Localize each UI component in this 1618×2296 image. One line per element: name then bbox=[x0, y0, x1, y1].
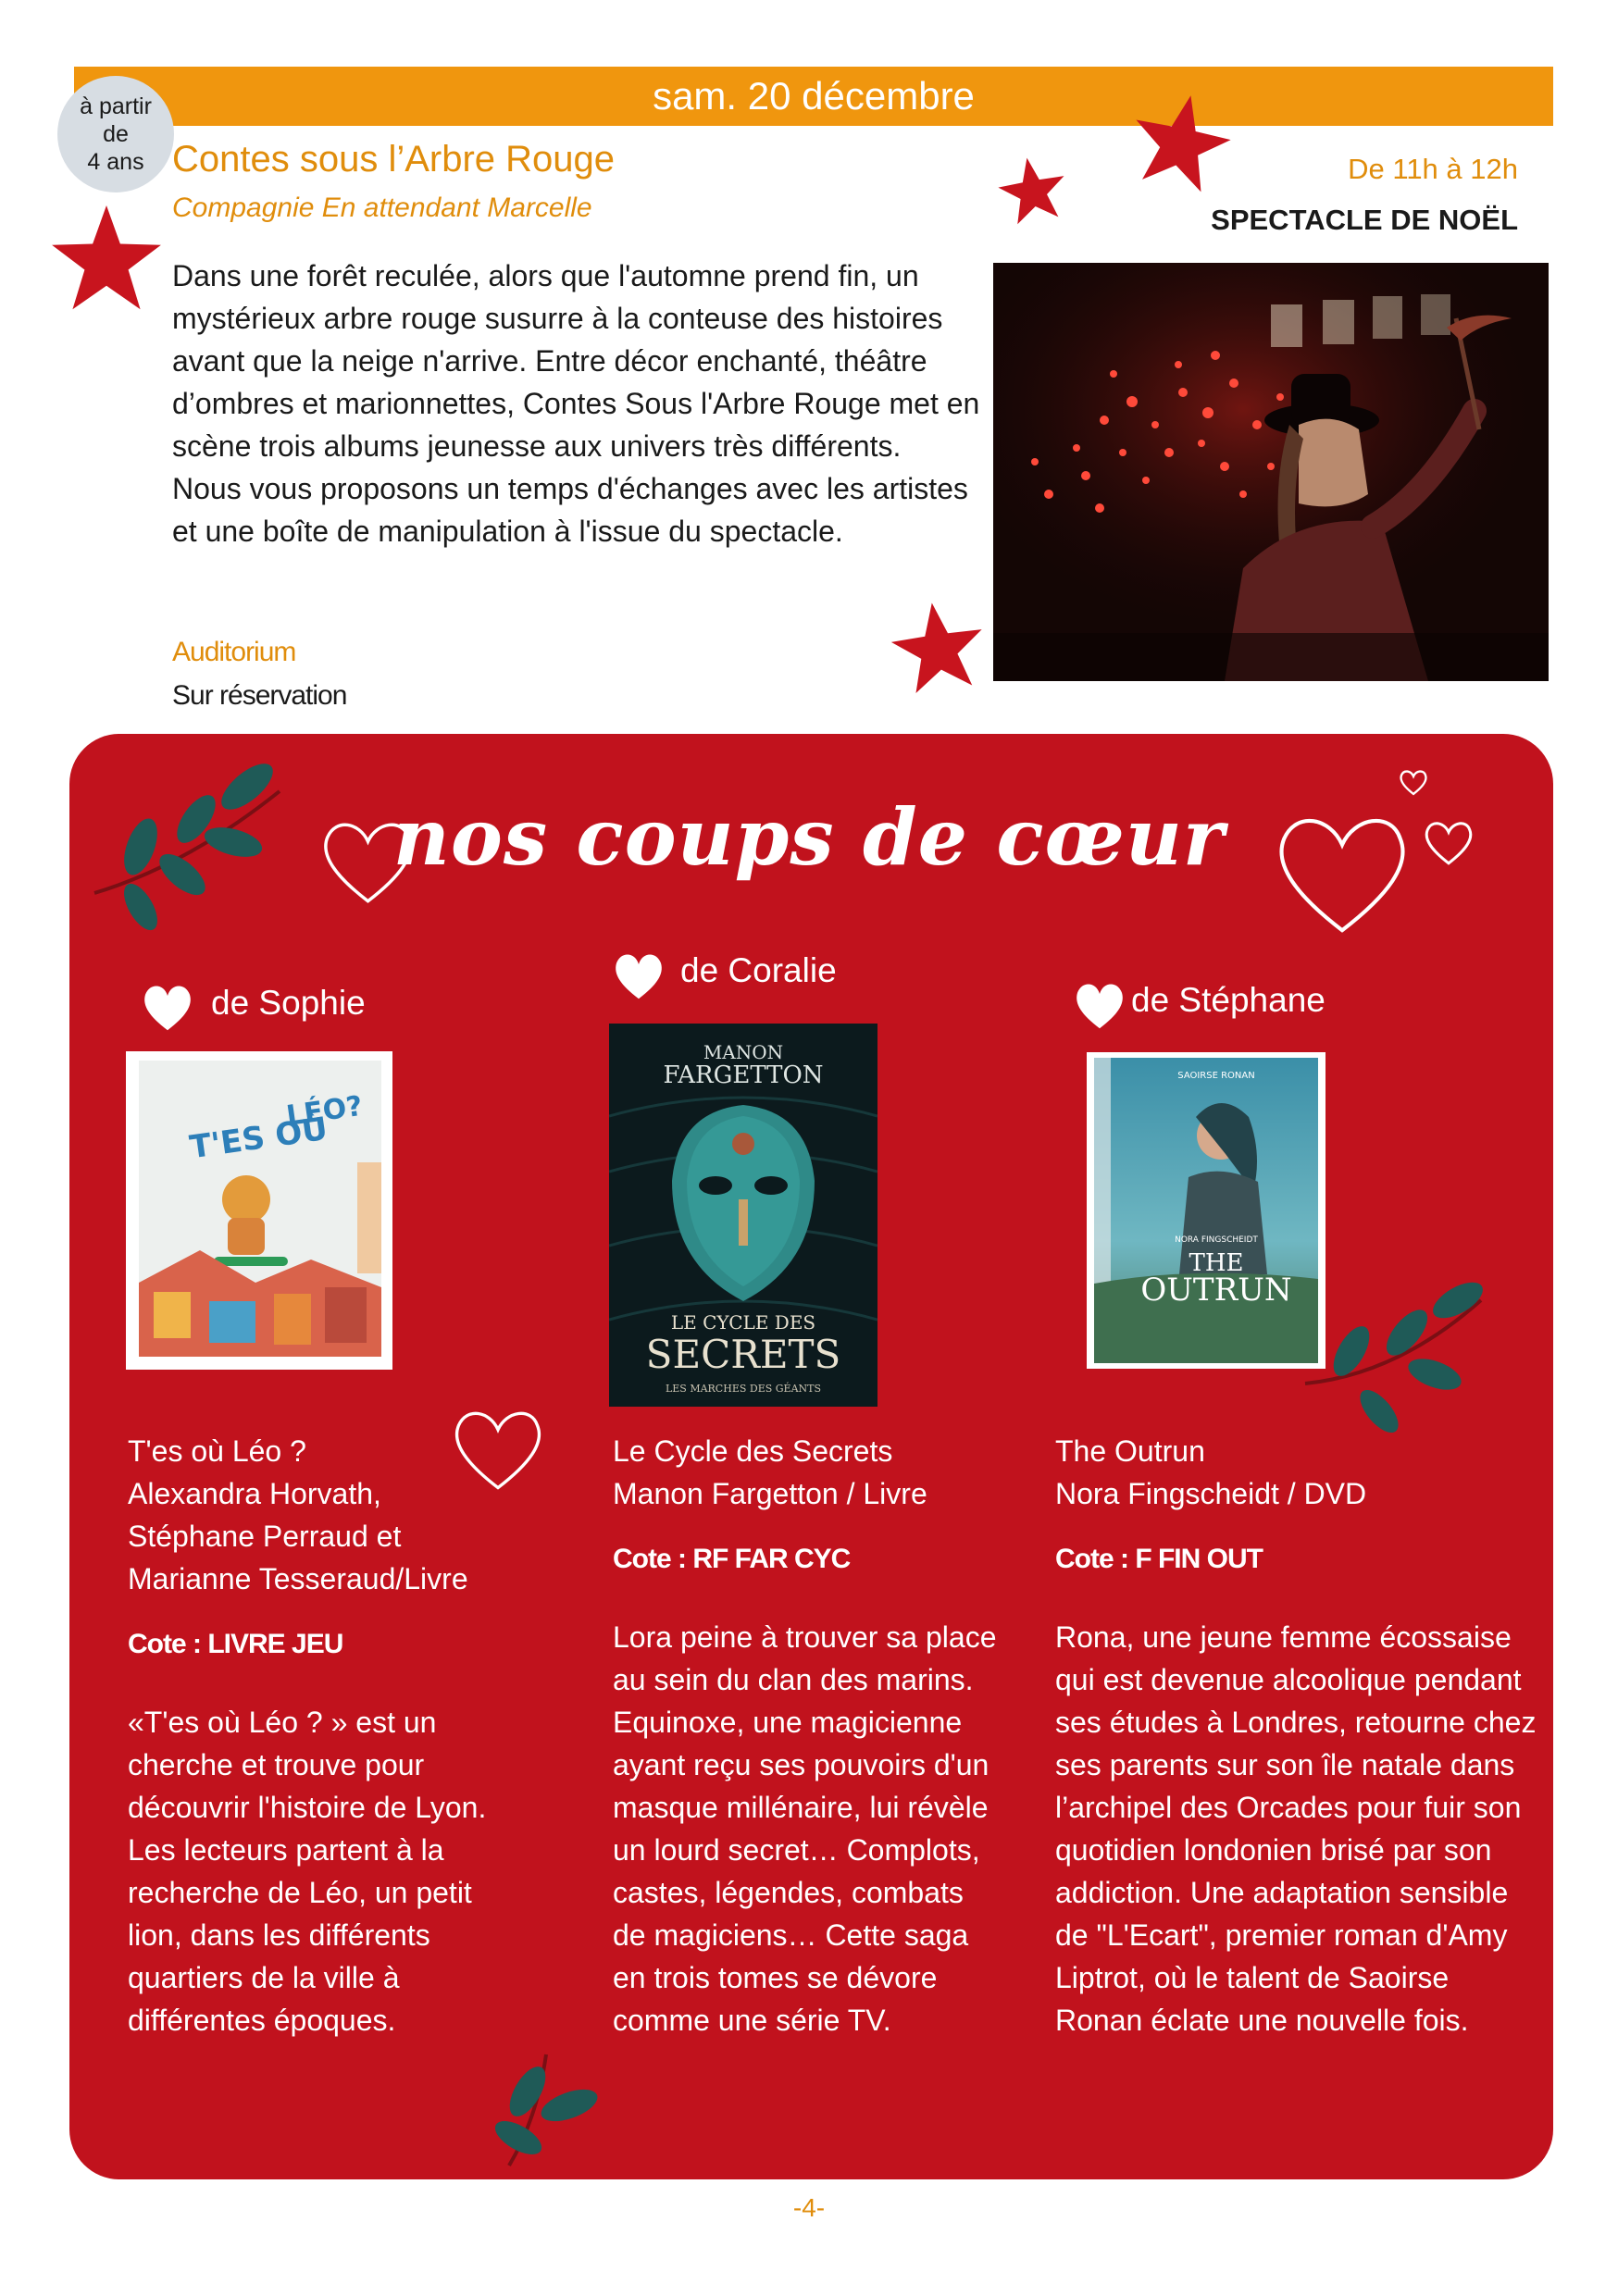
event-venue: Auditorium bbox=[172, 637, 296, 667]
pick-detail-line: Nora Fingscheidt / DVD bbox=[1055, 1477, 1367, 1510]
event-type: SPECTACLE DE NOËL bbox=[1211, 204, 1518, 236]
pick-heading-stephane: de Stéphane bbox=[1131, 981, 1326, 1019]
star-icon bbox=[890, 600, 987, 701]
panel-title: nos coups de cœur bbox=[392, 791, 1226, 883]
heart-outline-icon bbox=[1263, 796, 1421, 949]
cover-title-1: T'ES OÙ bbox=[187, 1110, 330, 1167]
event-photo bbox=[993, 263, 1549, 681]
age-badge-line-3: 4 ans bbox=[87, 149, 144, 175]
pick-details-sophie bbox=[128, 1430, 554, 1600]
event-description bbox=[172, 254, 987, 552]
cover-title-1: LE CYCLE DES bbox=[670, 1311, 816, 1334]
cover-title-2: SECRETS bbox=[645, 1332, 841, 1377]
book-cover-tes-ou-leo bbox=[126, 1051, 392, 1370]
page-number: -4- bbox=[792, 2193, 826, 2222]
cover-author-1: MANON bbox=[703, 1041, 784, 1063]
date-band bbox=[74, 67, 1553, 126]
event-date: sam. 20 décembre bbox=[653, 74, 975, 118]
leaf-branch-icon bbox=[481, 2036, 620, 2175]
heart-icon bbox=[611, 948, 666, 1003]
cover-title-2: OUTRUN bbox=[1140, 1272, 1292, 1309]
pick-detail-line: Manon Fargetton / Livre bbox=[613, 1477, 927, 1510]
pick-cote-sophie: Cote : LIVRE JEU bbox=[128, 1629, 343, 1659]
heart-outline-icon bbox=[1421, 814, 1476, 870]
pick-details-stephane bbox=[1055, 1430, 1518, 1515]
age-badge-line-1: à partir bbox=[80, 93, 152, 119]
cover-director: NORA FINGSCHEIDT bbox=[1175, 1235, 1258, 1245]
pick-summary-sophie: «T'es où Léo ? » est un cherche et trouve pour découvrir l'histoire de Lyon. Les lecteurs partent à la recherche de Léo, un petit lion, dans les différents quartiers de la ville à différentes époques. bbox=[128, 1706, 487, 2037]
pick-cote-coralie: Cote : RF FAR CYC bbox=[613, 1544, 851, 1574]
dvd-cover-the-outrun bbox=[1087, 1052, 1326, 1369]
heart-outline-icon bbox=[1398, 766, 1429, 798]
cover-subtitle: LES MARCHES DES GÉANTS bbox=[665, 1383, 822, 1395]
pick-summary-coralie: Lora peine à trouver sa place au sein du clan des marins. Equinoxe, une magicienne ayant reçu ses pouvoirs d'un masque millénaire, lui révèle un lourd secret… Complots, castes, légendes, combats de magiciens… Cette saga en trois tomes se dévore comme une série TV. bbox=[613, 1620, 997, 2037]
event-description-paragraph: Nous vous proposons un temps d'échanges avec les artistes et une boîte de manipulation à l'issue du spectacle. bbox=[172, 472, 968, 548]
age-badge bbox=[57, 76, 174, 192]
star-icon bbox=[44, 205, 168, 320]
heart-icon bbox=[1072, 977, 1127, 1033]
event-description-paragraph: Dans une forêt reculée, alors que l'automne prend fin, un mystérieux arbre rouge susurre à la conteuse des histoires avant que la neige n'arrive. Entre décor enchanté, théâtre d’ombres et marionnettes, Contes Sous l'Arbre Rouge met en scène trois albums jeunesse aux univers très différents. bbox=[172, 259, 980, 463]
pick-detail-line: Marianne Tesseraud/Livre bbox=[128, 1562, 468, 1595]
pick-detail-line: Stéphane Perraud et bbox=[128, 1520, 402, 1553]
heart-outline-icon bbox=[315, 805, 421, 916]
heart-icon bbox=[139, 979, 196, 1035]
pick-detail-line: T'es où Léo ? bbox=[128, 1434, 306, 1468]
cover-actor: SAOIRSE RONAN bbox=[1177, 1071, 1255, 1081]
star-icon bbox=[996, 157, 1070, 228]
pick-detail-line: Le Cycle des Secrets bbox=[613, 1434, 893, 1468]
pick-details-coralie bbox=[613, 1430, 1020, 1515]
pick-heading-sophie: de Sophie bbox=[211, 984, 366, 1022]
cover-author-2: FARGETTON bbox=[663, 1061, 824, 1089]
cover-title-1: THE bbox=[1189, 1249, 1244, 1277]
pick-detail-line: The Outrun bbox=[1055, 1434, 1205, 1468]
cover-title-2: LÉO? bbox=[284, 1089, 365, 1133]
event-title: Contes sous l’Arbre Rouge bbox=[172, 139, 616, 180]
event-time: De 11h à 12h bbox=[1348, 153, 1518, 185]
age-badge-line-2: de bbox=[103, 121, 129, 147]
book-cover-cycle-des-secrets bbox=[609, 1024, 877, 1407]
event-booking: Sur réservation bbox=[172, 680, 347, 711]
pick-heading-coralie: de Coralie bbox=[680, 951, 837, 989]
leaf-branch-icon bbox=[85, 754, 307, 949]
event-company: Compagnie En attendant Marcelle bbox=[172, 192, 592, 223]
pick-detail-line: Alexandra Horvath, bbox=[128, 1477, 381, 1510]
pick-cote-stephane: Cote : F FIN OUT bbox=[1055, 1544, 1263, 1574]
pick-summary-stephane: Rona, une jeune femme écossaise qui est devenue alcoolique pendant ses études à Londres, retourne chez ses parents sur son île natale dans l’archipel des Orcades pour fuir son quotidien londonien brisé par son addiction. Une adaptation sensible de "L'Ecart", premier roman d'Amy Liptrot, où le talent de Saoirse Ronan éclate une nouvelle fois. bbox=[1055, 1620, 1537, 2037]
